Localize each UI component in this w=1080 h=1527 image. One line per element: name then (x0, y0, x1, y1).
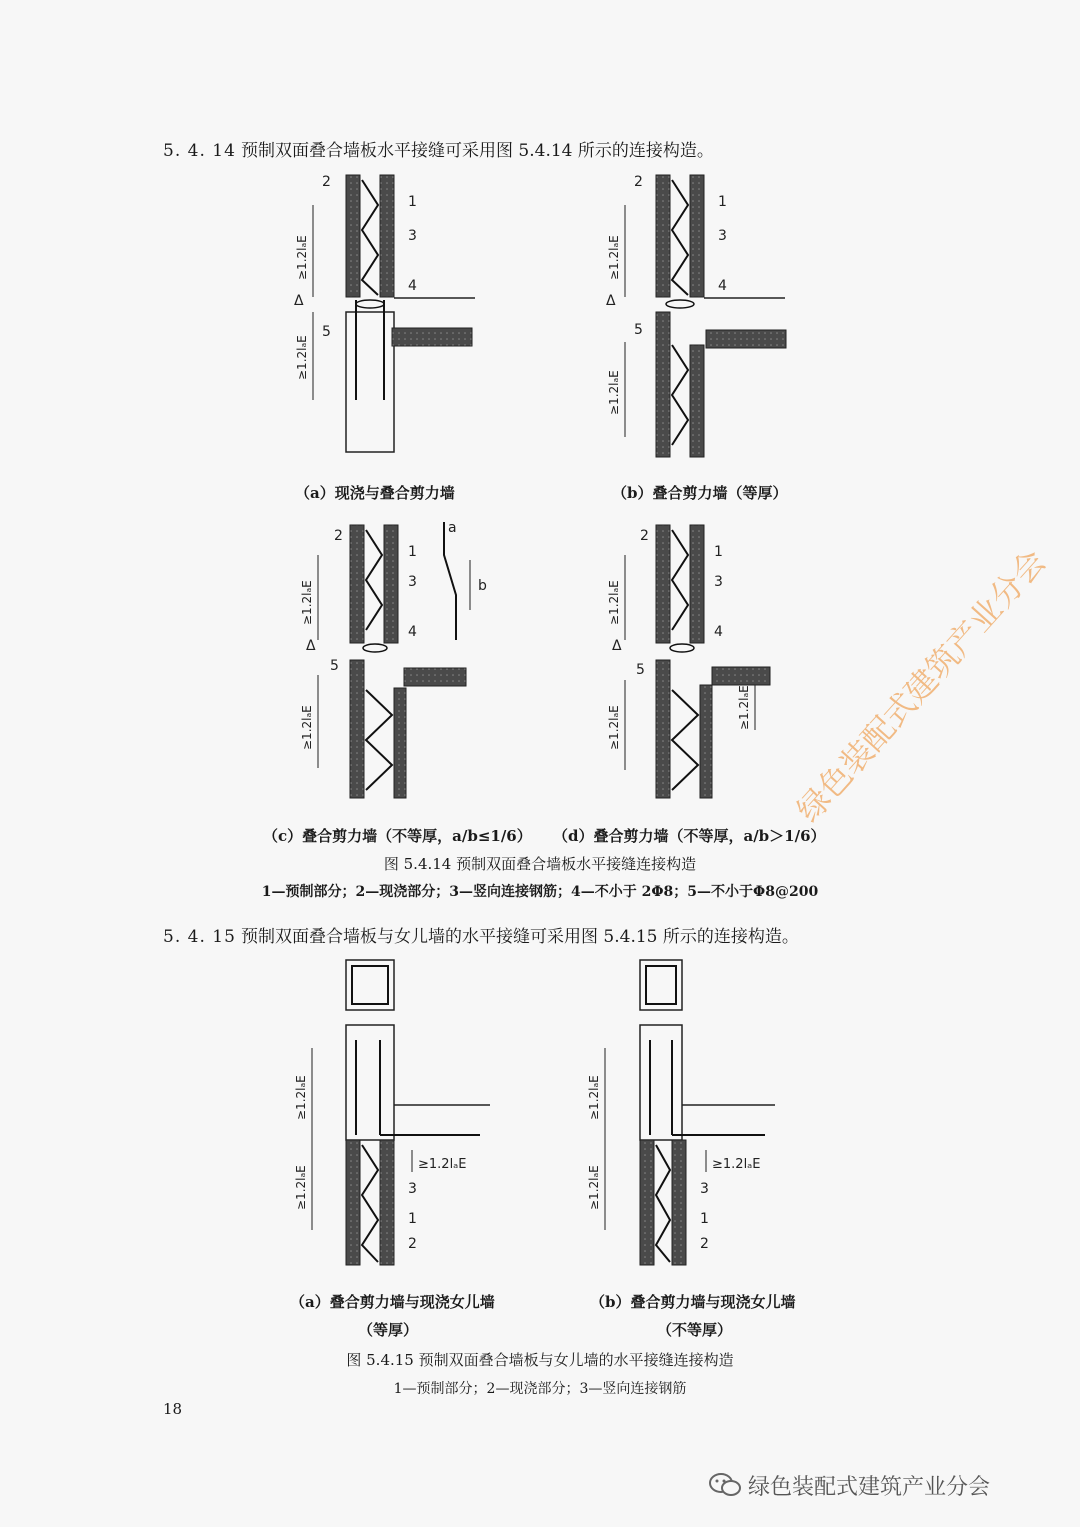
caption-14d: （d）叠合剪力墙（不等厚，a/b＞1/6） (553, 827, 826, 845)
label-2: 2 (640, 528, 649, 544)
label-2: 2 (408, 1236, 417, 1252)
label-2: 2 (334, 528, 343, 544)
clause-number: 5. 4. 15 (163, 927, 236, 947)
label-lap: ≥1.2lₐE (295, 335, 309, 380)
clause-number: 5. 4. 14 (163, 141, 236, 161)
figure-legend-5-4-14: 1—预制部分；2—现浇部分；3—竖向连接钢筋；4—不小于 2Φ8；5—不小于Φ8@200 (261, 884, 819, 900)
label-lap: ≥1.2lₐE (607, 235, 621, 280)
label-4: 4 (408, 278, 417, 294)
label-5: 5 (322, 324, 331, 340)
label-4: 4 (408, 624, 417, 640)
footer (708, 1470, 990, 1505)
figure-title-5-4-15: 图 5.4.15 预制双面叠合墙板与女儿墙的水平接缝连接构造 (346, 1351, 734, 1369)
label-delta: Δ (612, 638, 622, 654)
label-5: 5 (330, 658, 339, 674)
label-5: 5 (636, 662, 645, 678)
drawing-14c (318, 522, 470, 798)
wechat-icon (708, 1471, 742, 1505)
caption-14b: （b）叠合剪力墙（等厚） (612, 484, 788, 502)
figure-title-5-4-14: 图 5.4.14 预制双面叠合墙板水平接缝连接构造 (383, 855, 697, 873)
label-4: 4 (718, 278, 727, 294)
watermark: 绿色装配式建筑产业分会 (789, 542, 1054, 830)
label-lap: ≥1.2lₐE (607, 705, 621, 750)
label-lap: ≥1.2lₐE (418, 1157, 467, 1172)
label-2: 2 (700, 1236, 709, 1252)
label-lap: ≥1.2lₐE (587, 1165, 601, 1210)
caption-15a-sub: （等厚） (358, 1321, 419, 1339)
label-lap: ≥1.2lₐE (294, 1165, 308, 1210)
label-3: 3 (408, 228, 417, 244)
label-3: 3 (700, 1181, 709, 1197)
drawing-15b (605, 960, 775, 1265)
label-1: 1 (718, 194, 727, 210)
footer-text: 绿色装配式建筑产业分会 (748, 1475, 991, 1500)
label-3: 3 (408, 1181, 417, 1197)
label-b: b (478, 578, 487, 594)
drawing-14b (625, 175, 786, 457)
label-3: 3 (718, 228, 727, 244)
label-1: 1 (408, 194, 417, 210)
caption-15a: （a）叠合剪力墙与现浇女儿墙 (290, 1293, 495, 1311)
label-2: 2 (322, 174, 331, 190)
label-2: 2 (634, 174, 643, 190)
caption-14a: （a）现浇与叠合剪力墙 (295, 484, 455, 502)
label-delta: Δ (606, 293, 616, 309)
label-lap: ≥1.2lₐE (294, 1075, 308, 1120)
label-lap: ≥1.2lₐE (607, 580, 621, 625)
label-4: 4 (714, 624, 723, 640)
clause-text: 预制双面叠合墙板水平接缝可采用图 5.4.14 所示的连接构造。 (241, 141, 714, 161)
label-3: 3 (714, 574, 723, 590)
label-3: 3 (408, 574, 417, 590)
label-lap: ≥1.2lₐE (295, 235, 309, 280)
label-1: 1 (408, 544, 417, 560)
caption-15b: （b）叠合剪力墙与现浇女儿墙 (590, 1293, 796, 1311)
label-1: 1 (714, 544, 723, 560)
label-lap: ≥1.2lₐE (607, 370, 621, 415)
drawing-15a (312, 960, 490, 1265)
caption-14c: （c）叠合剪力墙（不等厚，a/b≤1/6） (263, 827, 532, 845)
figure-legend-5-4-15: 1—预制部分；2—现浇部分；3—竖向连接钢筋 (393, 1381, 687, 1397)
label-delta: Δ (306, 638, 316, 654)
label-5: 5 (634, 322, 643, 338)
label-lap: ≥1.2lₐE (587, 1075, 601, 1120)
label-lap: ≥1.2lₐE (712, 1157, 761, 1172)
label-delta: Δ (294, 293, 304, 309)
clause-5-4-15 (163, 922, 799, 947)
page-number: 18 (163, 1400, 183, 1418)
caption-15b-sub: （不等厚） (657, 1321, 733, 1339)
drawing-14a (313, 175, 475, 452)
label-a: a (448, 520, 457, 536)
clause-text: 预制双面叠合墙板与女儿墙的水平接缝可采用图 5.4.15 所示的连接构造。 (241, 927, 799, 947)
label-lap: ≥1.2lₐE (300, 580, 314, 625)
label-1: 1 (700, 1211, 709, 1227)
drawing-14d (625, 525, 770, 798)
label-lap: ≥1.2lₐE (300, 705, 314, 750)
label-lap: ≥1.2lₐE (737, 685, 751, 730)
label-1: 1 (408, 1211, 417, 1227)
